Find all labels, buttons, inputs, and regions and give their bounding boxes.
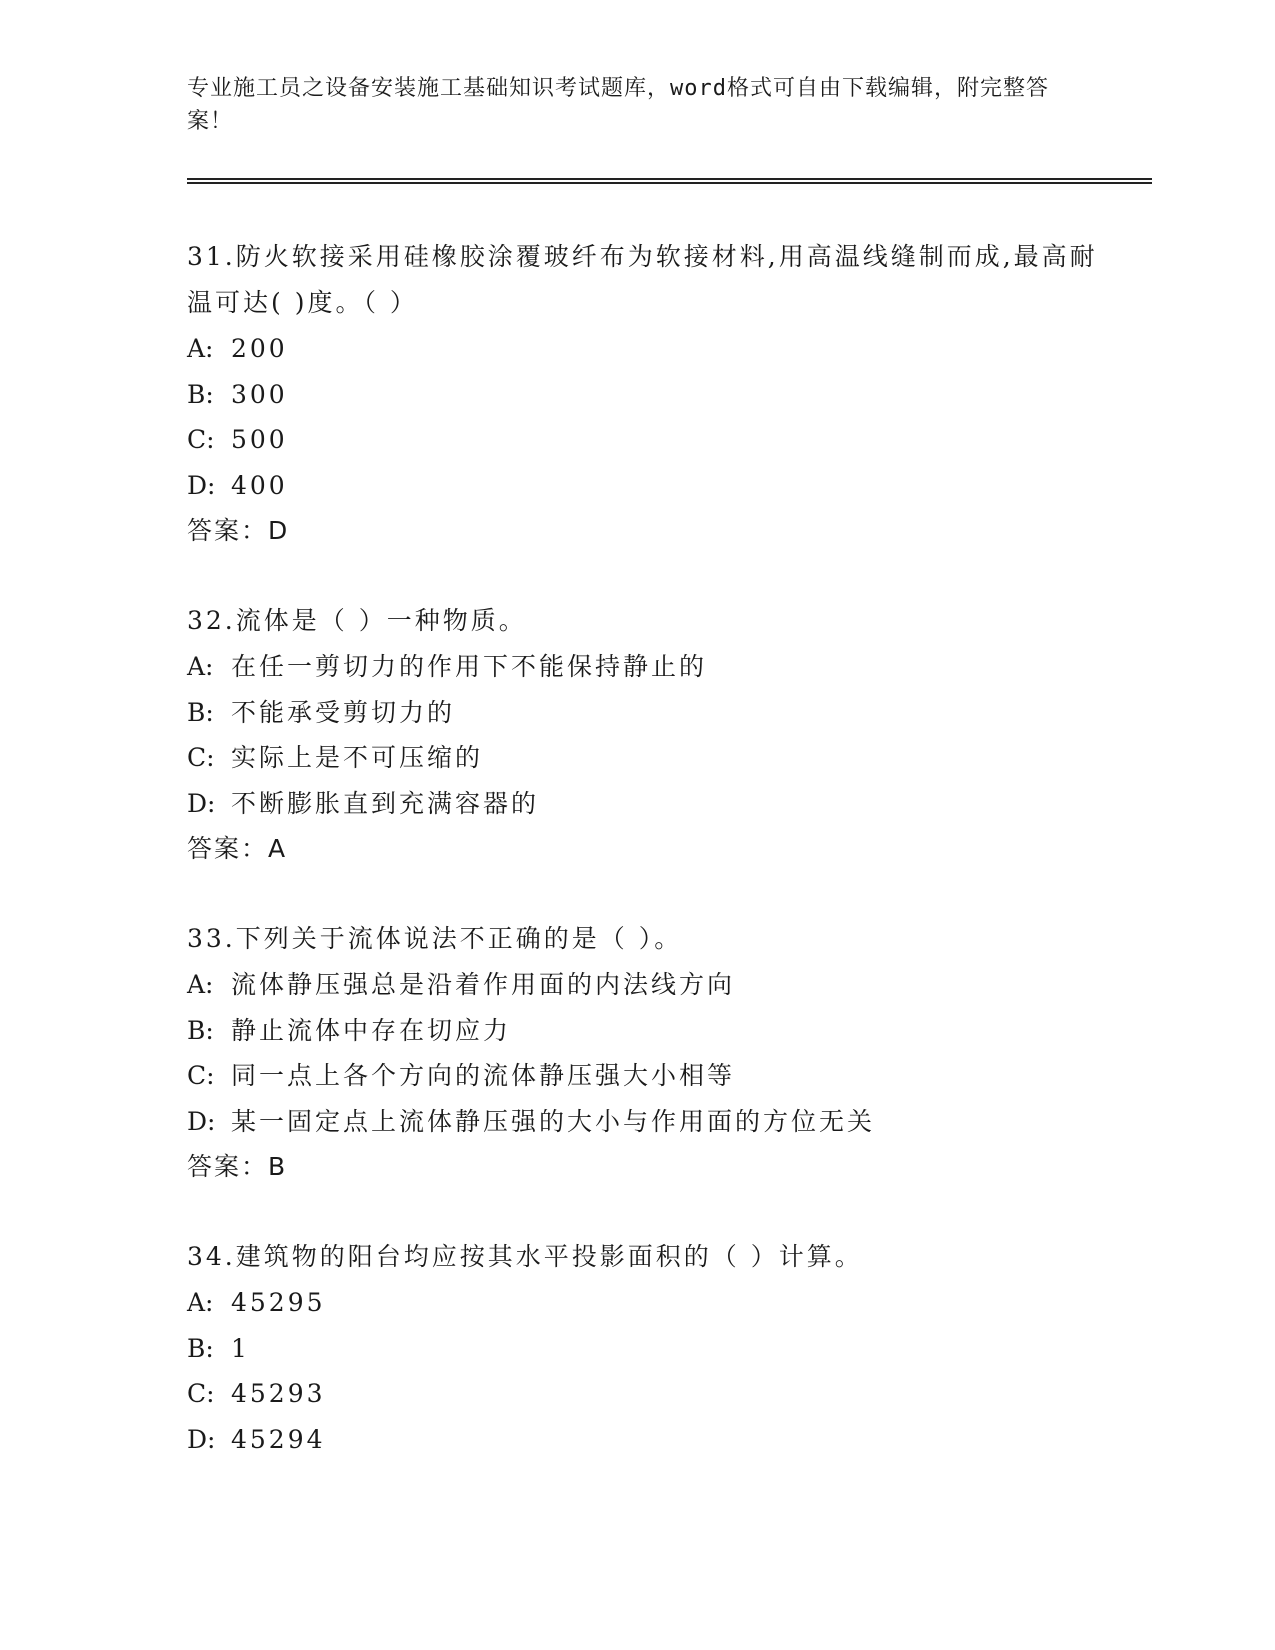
option-label: B:: [187, 1333, 214, 1363]
option-text: 45295: [231, 1288, 326, 1317]
option-label: C:: [187, 1379, 215, 1408]
option-b: [187, 1008, 1107, 1054]
answer-line: 答案：A: [187, 834, 288, 863]
option-text: 实际上是不可压缩的: [231, 743, 484, 772]
question-stem: 34.建筑物的阳台均应按其水平投影面积的（ ）计算。: [187, 1242, 863, 1271]
question-stem: 31.防火软接采用硅橡胶涂覆玻纤布为软接材料,用高温线缝制而成,最高耐温可达( )度。（ ）: [187, 242, 1098, 317]
option-text: 45294: [231, 1424, 326, 1454]
option-text: 45293: [231, 1379, 326, 1408]
option-text: 不能承受剪切力的: [231, 697, 456, 727]
option-label: D:: [187, 1424, 216, 1454]
option-d: [187, 1417, 1107, 1463]
option-b: [187, 690, 1107, 736]
option-a: [187, 1280, 1107, 1326]
question-spacer: [187, 553, 1107, 598]
option-label: B:: [187, 1015, 214, 1045]
answer-line: 答案：D: [187, 516, 290, 545]
option-label: D:: [187, 788, 216, 818]
question-list: [187, 234, 1107, 1462]
option-c: [187, 1053, 1107, 1099]
option-label: C:: [187, 743, 215, 772]
question-31: [187, 234, 1107, 553]
option-text: 300: [231, 379, 288, 409]
option-label: C:: [187, 1061, 215, 1090]
option-text: 500: [231, 425, 288, 454]
option-text: 200: [231, 334, 288, 363]
question-stem: 32.流体是（ ）一种物质。: [187, 606, 527, 635]
option-text: 同一点上各个方向的流体静压强大小相等: [231, 1061, 736, 1090]
option-a: [187, 326, 1107, 372]
option-label: C:: [187, 425, 215, 454]
answer-line: 答案：B: [187, 1152, 288, 1181]
option-a: [187, 962, 1107, 1008]
question-32: [187, 598, 1107, 871]
option-text: 某一固定点上流体静压强的大小与作用面的方位无关: [231, 1106, 876, 1136]
question-33: [187, 916, 1107, 1189]
option-label: B:: [187, 697, 214, 727]
option-label: D:: [187, 1106, 216, 1136]
option-label: B:: [187, 379, 214, 409]
question-spacer: [187, 1189, 1107, 1234]
option-c: [187, 1371, 1107, 1417]
option-label: A:: [187, 970, 214, 999]
option-b: [187, 1326, 1107, 1372]
option-text: 静止流体中存在切应力: [231, 1015, 512, 1045]
option-text: 流体静压强总是沿着作用面的内法线方向: [231, 970, 736, 999]
option-text: 1: [231, 1333, 250, 1363]
option-d: [187, 781, 1107, 827]
document-header: [187, 72, 1077, 138]
option-a: [187, 644, 1107, 690]
option-label: A:: [187, 652, 214, 681]
option-b: [187, 372, 1107, 418]
option-text: 在任一剪切力的作用下不能保持静止的: [231, 652, 708, 681]
header-double-rule: [187, 178, 1152, 184]
question-34: [187, 1234, 1107, 1462]
header-text: 专业施工员之设备安装施工基础知识考试题库，word格式可自由下载编辑，附完整答案！: [187, 76, 1049, 134]
option-text: 400: [231, 470, 288, 500]
question-spacer: [187, 871, 1107, 916]
option-d: [187, 1099, 1107, 1145]
option-d: [187, 463, 1107, 509]
option-text: 不断膨胀直到充满容器的: [231, 788, 540, 818]
question-stem: 33.下列关于流体说法不正确的是（ ）。: [187, 924, 683, 953]
option-c: [187, 417, 1107, 463]
option-label: A:: [187, 334, 214, 363]
option-label: D:: [187, 470, 216, 500]
option-label: A:: [187, 1288, 214, 1317]
option-c: [187, 735, 1107, 781]
